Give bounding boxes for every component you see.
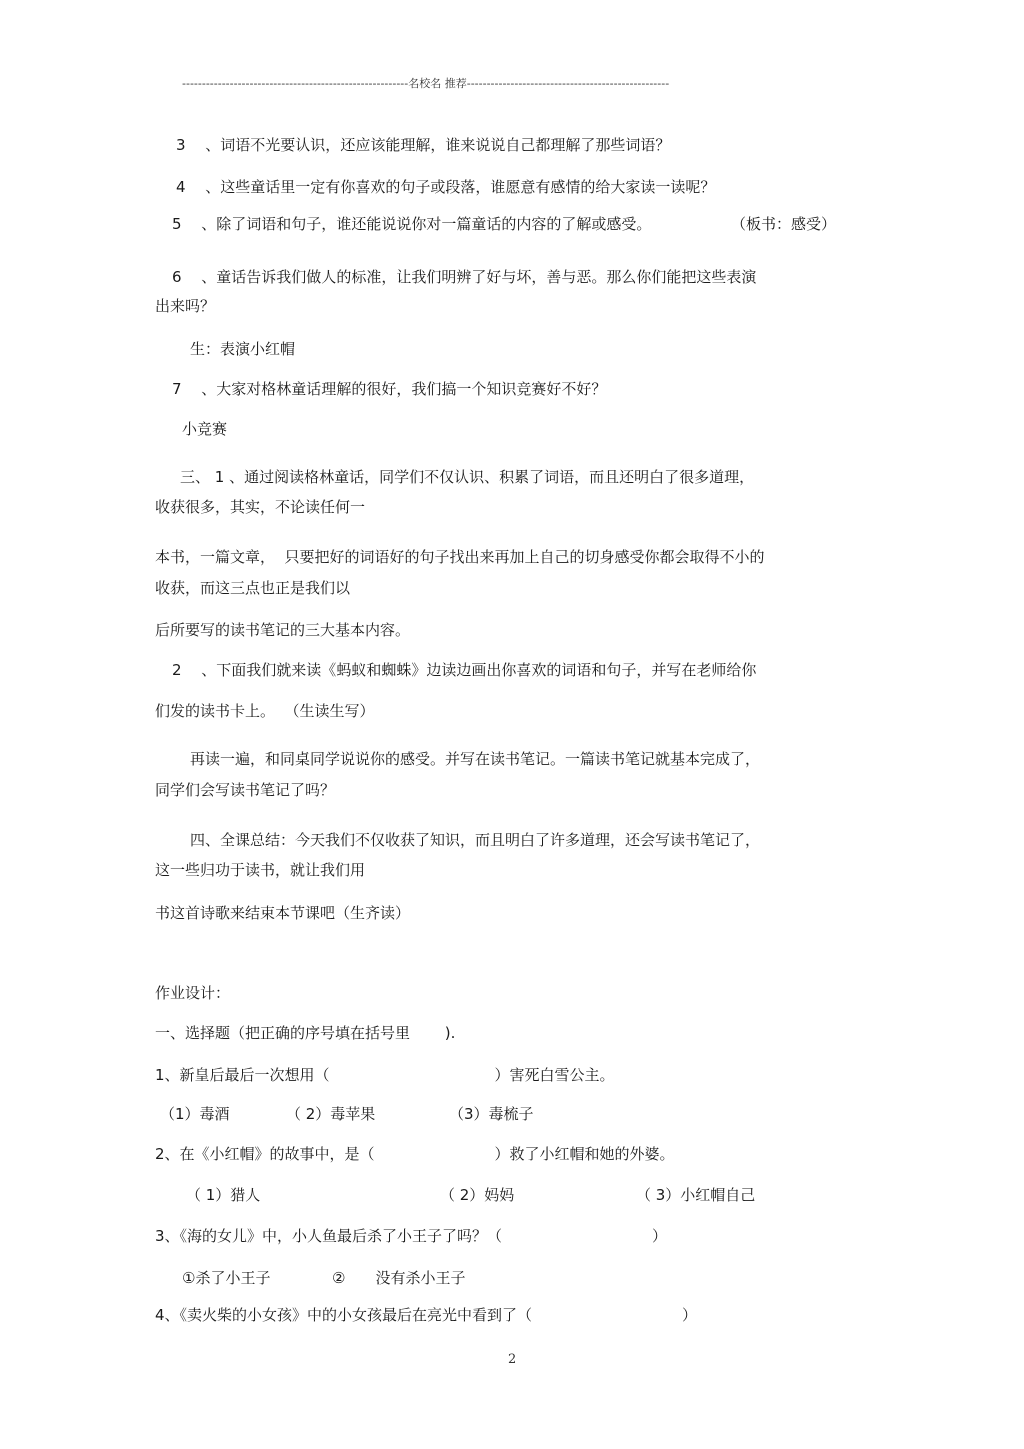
reread-line-2: 同学们会写读书笔记了吗？ (155, 781, 336, 799)
section-4-line-1: 四、全课总结：今天我们不仅收获了知识，而且明白了许多道理，还会写读书笔记了， (190, 831, 761, 849)
paragraph-6-line-2: 出来吗？ (155, 297, 216, 315)
section-3-line-1: 三、 1 、通过阅读格林童话，同学们不仅认识、积累了词语，而且还明白了很多道理， (180, 468, 755, 486)
question-2-option-3: （ 3）小红帽自己 (636, 1186, 756, 1204)
question-3-option-2: ② 没有杀小王子 (332, 1269, 466, 1287)
section-3-line-3: 本书，一篇文章， 只要把好的词语好的句子找出来再加上自己的切身感受你都会取得不小的 (155, 548, 765, 566)
student-activity: 生：表演小红帽 (190, 340, 296, 358)
page-header: ---------------------------------------------------------名校名 推荐--------------------------------------------------- (182, 77, 670, 90)
section-3-item-2-line-2: 们发的读书卡上。 （生读生写） (155, 702, 375, 720)
question-1: 1、新皇后最后一次想用（ ）害死白雪公主。 (155, 1066, 615, 1084)
section-3-item-2-line-1: 2 、下面我们就来读《蚂蚁和蜘蛛》边读边画出你喜欢的词语和句子，并写在老师给你 (172, 661, 757, 679)
page-number: 2 (508, 1352, 517, 1367)
question-1-option-1: （1）毒酒 (160, 1105, 230, 1123)
section-4-line-2: 这一些归功于读书，就让我们用 (155, 861, 366, 879)
paragraph-4: 4 、这些童话里一定有你喜欢的句子或段落，谁愿意有感情的给大家读一读呢？ (176, 178, 716, 196)
question-2-option-2: （ 2）妈妈 (440, 1186, 515, 1204)
paragraph-5: 5 、除了词语和句子，谁还能说说你对一篇童话的内容的了解或感受。 (172, 215, 652, 233)
question-3: 3、《海的女儿》中，小人鱼最后杀了小王子了吗？（ ） (155, 1227, 668, 1245)
section-3-line-4: 收获，而这三点也正是我们以 (155, 579, 351, 597)
question-1-option-3: （3）毒梳子 (449, 1105, 534, 1123)
question-3-option-1: ①杀了小王子 (182, 1269, 271, 1287)
section-3-line-2: 收获很多，其实，不论读任何一 (155, 498, 366, 516)
question-2: 2、在《小红帽》的故事中，是（ ）救了小红帽和她的外婆。 (155, 1145, 675, 1163)
section-3-line-5: 后所要写的读书笔记的三大基本内容。 (155, 621, 411, 639)
homework-section-1: 一、选择题（把正确的序号填在括号里 ). (155, 1024, 456, 1042)
board-note: （板书：感受） (731, 215, 837, 233)
paragraph-6-line-1: 6 、童话告诉我们做人的标准，让我们明辨了好与坏，善与恶。那么你们能把这些表演 (172, 268, 757, 286)
question-2-option-1: （ 1）猎人 (186, 1186, 261, 1204)
paragraph-7: 7 、大家对格林童话理解的很好，我们搞一个知识竞赛好不好？ (172, 380, 607, 398)
section-4-line-3: 书这首诗歌来结束本节课吧（生齐读） (155, 904, 411, 922)
question-1-option-2: （ 2）毒苹果 (286, 1105, 376, 1123)
question-4: 4、《卖火柴的小女孩》中的小女孩最后在亮光中看到了（ ） (155, 1306, 698, 1324)
small-contest-label: 小竞赛 (182, 420, 228, 438)
homework-title: 作业设计： (155, 984, 231, 1002)
reread-line-1: 再读一遍，和同桌同学说说你的感受。并写在读书笔记。一篇读书笔记就基本完成了， (190, 750, 761, 768)
paragraph-3: 3 、词语不光要认识，还应该能理解，谁来说说自己都理解了那些词语？ (176, 136, 671, 154)
